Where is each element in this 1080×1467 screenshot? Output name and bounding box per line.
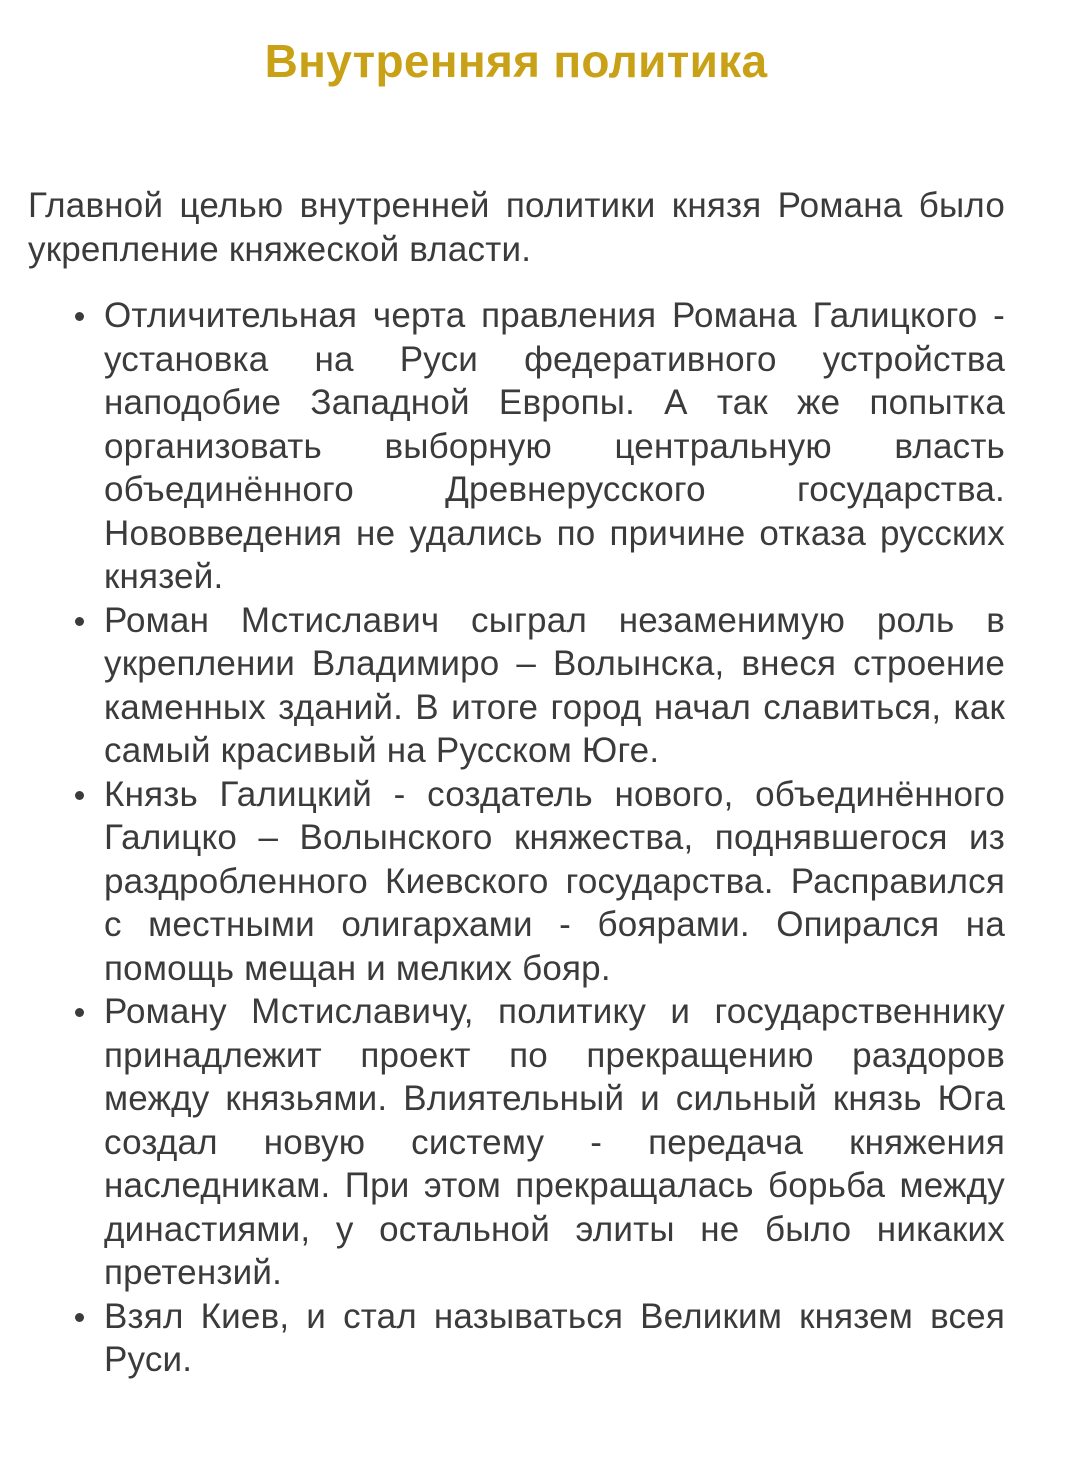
bullet-dot-icon (75, 312, 84, 321)
list-item-text: Взял Киев, и стал называться Великим князем всея Руси. (104, 1296, 1005, 1379)
bullet-dot-icon (75, 1008, 84, 1017)
bullet-dot-icon (75, 617, 84, 626)
page-title: Внутренняя политика (264, 35, 768, 87)
list-item (28, 599, 1005, 773)
intro-paragraph: Главной целью внутренней политики князя Романа было укрепление княжеской власти. (28, 186, 1005, 269)
list-item (28, 990, 1005, 1295)
list-item (28, 294, 1005, 599)
list-item (28, 1295, 1005, 1382)
list-item-text: Роман Мстиславич сыграл незаменимую роль в укреплении Владимиро – Волынска, внеся строение каменных зданий. В итоге город начал славиться, как самый красивый на Русском Юге. (104, 600, 1005, 770)
list-item-text: Князь Галицкий - создатель нового, объединённого Галицко – Волынского княжества, поднявшегося из раздробленного Киевского государства. Расправился с местными олигархами - боярами. Опирался на помощь мещан и мелких бояр. (104, 774, 1005, 988)
bullet-list (28, 294, 1005, 1382)
bullet-dot-icon (75, 1313, 84, 1322)
list-item (28, 773, 1005, 991)
list-item-text: Роману Мстиславичу, политику и государственнику принадлежит проект по прекращению раздоров между князьями. Влиятельный и сильный князь Юга создал новую систему - передача княжения наследникам. При этом прекращалась борьба между династиями, у остальной элиты не было никаких претензий. (104, 992, 1005, 1292)
list-item-text: Отличительная черта правления Романа Галицкого - установка на Руси федеративного устройства наподобие Западной Европы. А так же попытка организовать выборную центральную власть объединённого Древнерусского государства. Нововведения не удались по причине отказа русских князей. (104, 296, 1005, 596)
bullet-dot-icon (75, 791, 84, 800)
